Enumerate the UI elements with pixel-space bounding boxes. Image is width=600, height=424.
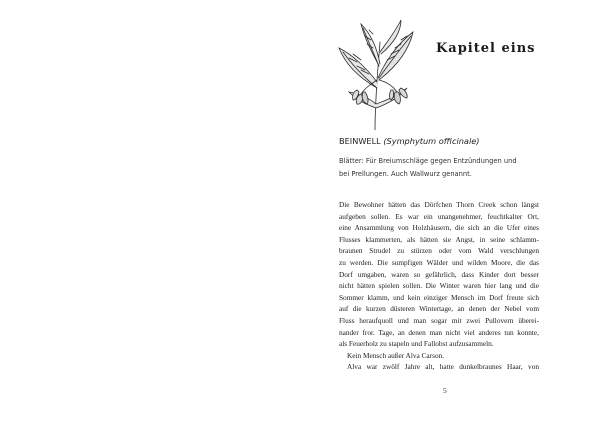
body-line: Alva war zwölf Jahre alt, hatte dunkelbraunes Haar, von xyxy=(347,362,539,372)
body-line: Dorf umgaben, waren so gefährlich, dass Kinder dort besser xyxy=(339,269,539,279)
herb-description-line: bei Prellungen. Auch Wallwurz genannt. xyxy=(339,169,472,178)
body-line: zu werden. Die sumpfigen Wälder und wilden Moore, die das xyxy=(339,257,539,267)
body-line: eine Ansammlung von Holzhäusern, die sich an die Ufer eines xyxy=(339,223,539,233)
chapter-title: Kapitel eins xyxy=(436,41,536,56)
body-line: nicht hätten spielen sollen. Die Winter waren hier lang und die xyxy=(339,281,539,291)
chapter-body-text xyxy=(339,199,539,373)
body-line: Fluss heraufquoll und man sogar mit zwei Pullovern überei- xyxy=(339,315,539,325)
page-number: 5 xyxy=(443,386,447,395)
body-line: auf die kurzen düsteren Wintertage, an denen der Nebel vom xyxy=(339,304,539,314)
herb-heading xyxy=(339,136,479,146)
body-line: Sommer klamm, und kein einziger Mensch im Dorf freute sich xyxy=(339,292,539,302)
body-line: nander fror. Tage, an denen man nicht viel anderes tun konnte, xyxy=(339,327,539,337)
herb-name: BEINWELL xyxy=(339,136,381,146)
body-line: braunen Strudel zu stürzen oder vom Wald verschlungen xyxy=(339,246,539,256)
herb-description-line: Blätter: Für Breiumschläge gegen Entzündungen und xyxy=(339,157,517,165)
herb-description xyxy=(339,155,539,180)
herb-latin-name: (Symphytum officinale) xyxy=(383,136,480,146)
body-line: Flusses klammerten, als hätten sie Angst, in seine schlamm- xyxy=(339,234,539,244)
body-line: Die Bewohner hätten das Dörfchen Thorn Creek schon längst xyxy=(339,200,539,209)
body-line: aufgeben sollen. Es war ein unangenehmer, feuchtkalter Ort, xyxy=(339,211,539,221)
body-line: als Feuerholz zu stapeln und Fallobst aufzusammeln. xyxy=(339,339,494,349)
comfrey-plant-illustration xyxy=(335,18,419,130)
body-line: Kein Mensch außer Alva Carson. xyxy=(347,350,445,360)
